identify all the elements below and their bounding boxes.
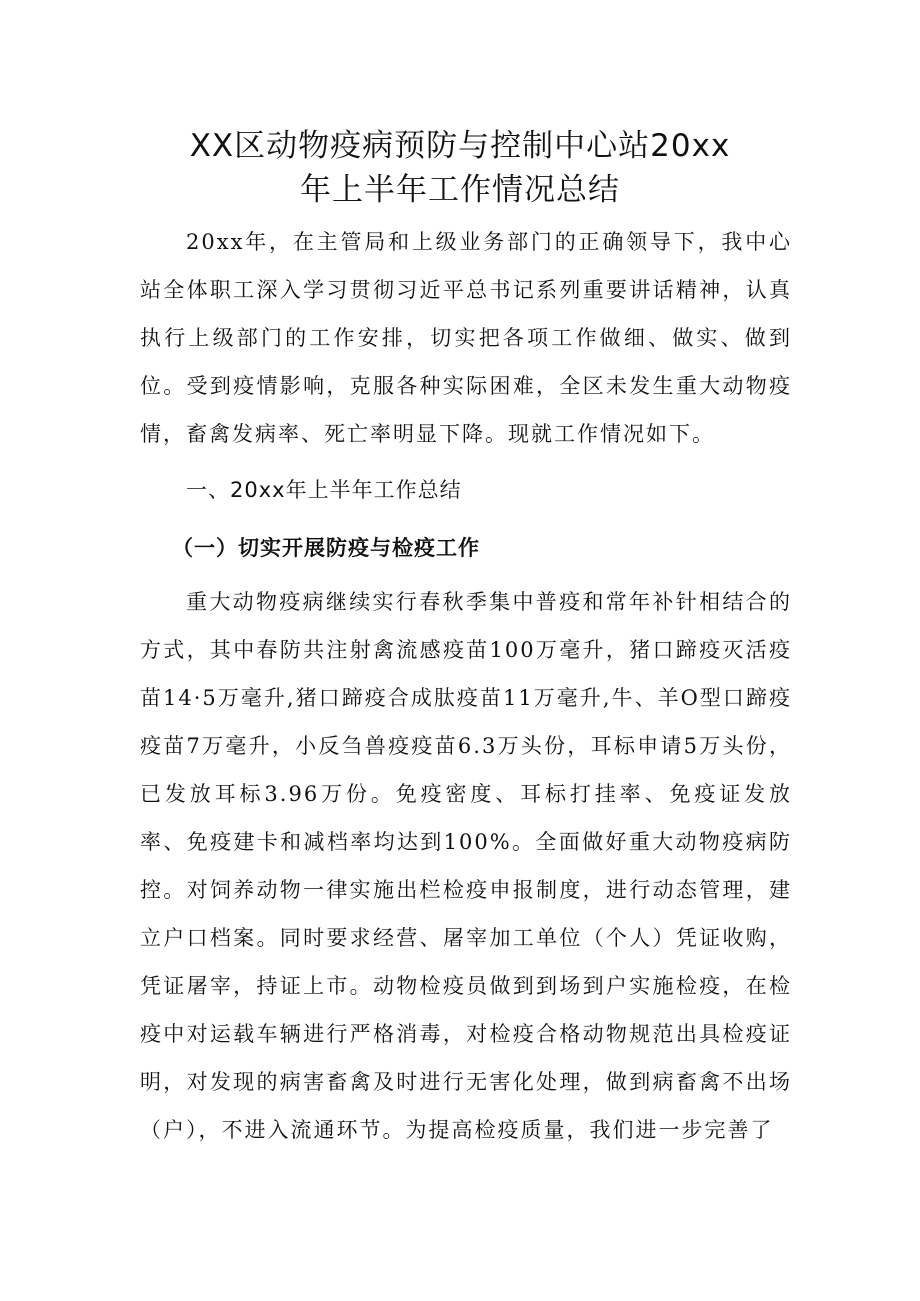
document-title-line-1: XX区动物疫病预防与控制中心站20xx	[189, 128, 731, 164]
subsection-heading: （一）切实开展防疫与检疫工作	[172, 536, 480, 560]
document-title-line-2: 年上半年工作情况总结	[300, 172, 620, 208]
body-paragraph: 重大动物疫病继续实行春秋季集中普疫和常年补针相结合的方式，其中春防共注射禽流感疫苗100万毫升，猪口蹄疫灭活疫苗14·5万毫升,猪口蹄疫合成肽疫苗11万毫升,牛、羊O型口蹄疫疫苗7万毫升，小反刍兽疫疫苗6.3万头份，耳标申请5万头份，已发放耳标3.96万份。免疫密度、耳标打挂率、免疫证发放率、免疫建卡和减档率均达到100%。全面做好重大动物疫病防控。对饲养动物一律实施出栏检疫申报制度，进行动态管理，建立户口档案。同时要求经营、屠宰加工单位（个人）凭证收购，凭证屠宰，持证上市。动物检疫员做到到场到户实施检疫，在检疫中对运载车辆进行严格消毒，对检疫合格动物规范出具检疫证明，对发现的病害畜禽及时进行无害化处理，做到病畜禽不出场（户），不进入流通环节。为提高检疫质量，我们进一步完善了	[140, 590, 792, 1142]
intro-paragraph: 20xx年，在主管局和上级业务部门的正确领导下，我中心站全体职工深入学习贯彻习近平总书记系列重要讲话精神，认真执行上级部门的工作安排，切实把各项工作做细、做实、做到位。受到疫情影响，克服各种实际困难，全区未发生重大动物疫情，畜禽发病率、死亡率明显下降。现就工作情况如下。	[140, 230, 792, 446]
section-heading: 一、20xx年上半年工作总结	[186, 478, 462, 502]
